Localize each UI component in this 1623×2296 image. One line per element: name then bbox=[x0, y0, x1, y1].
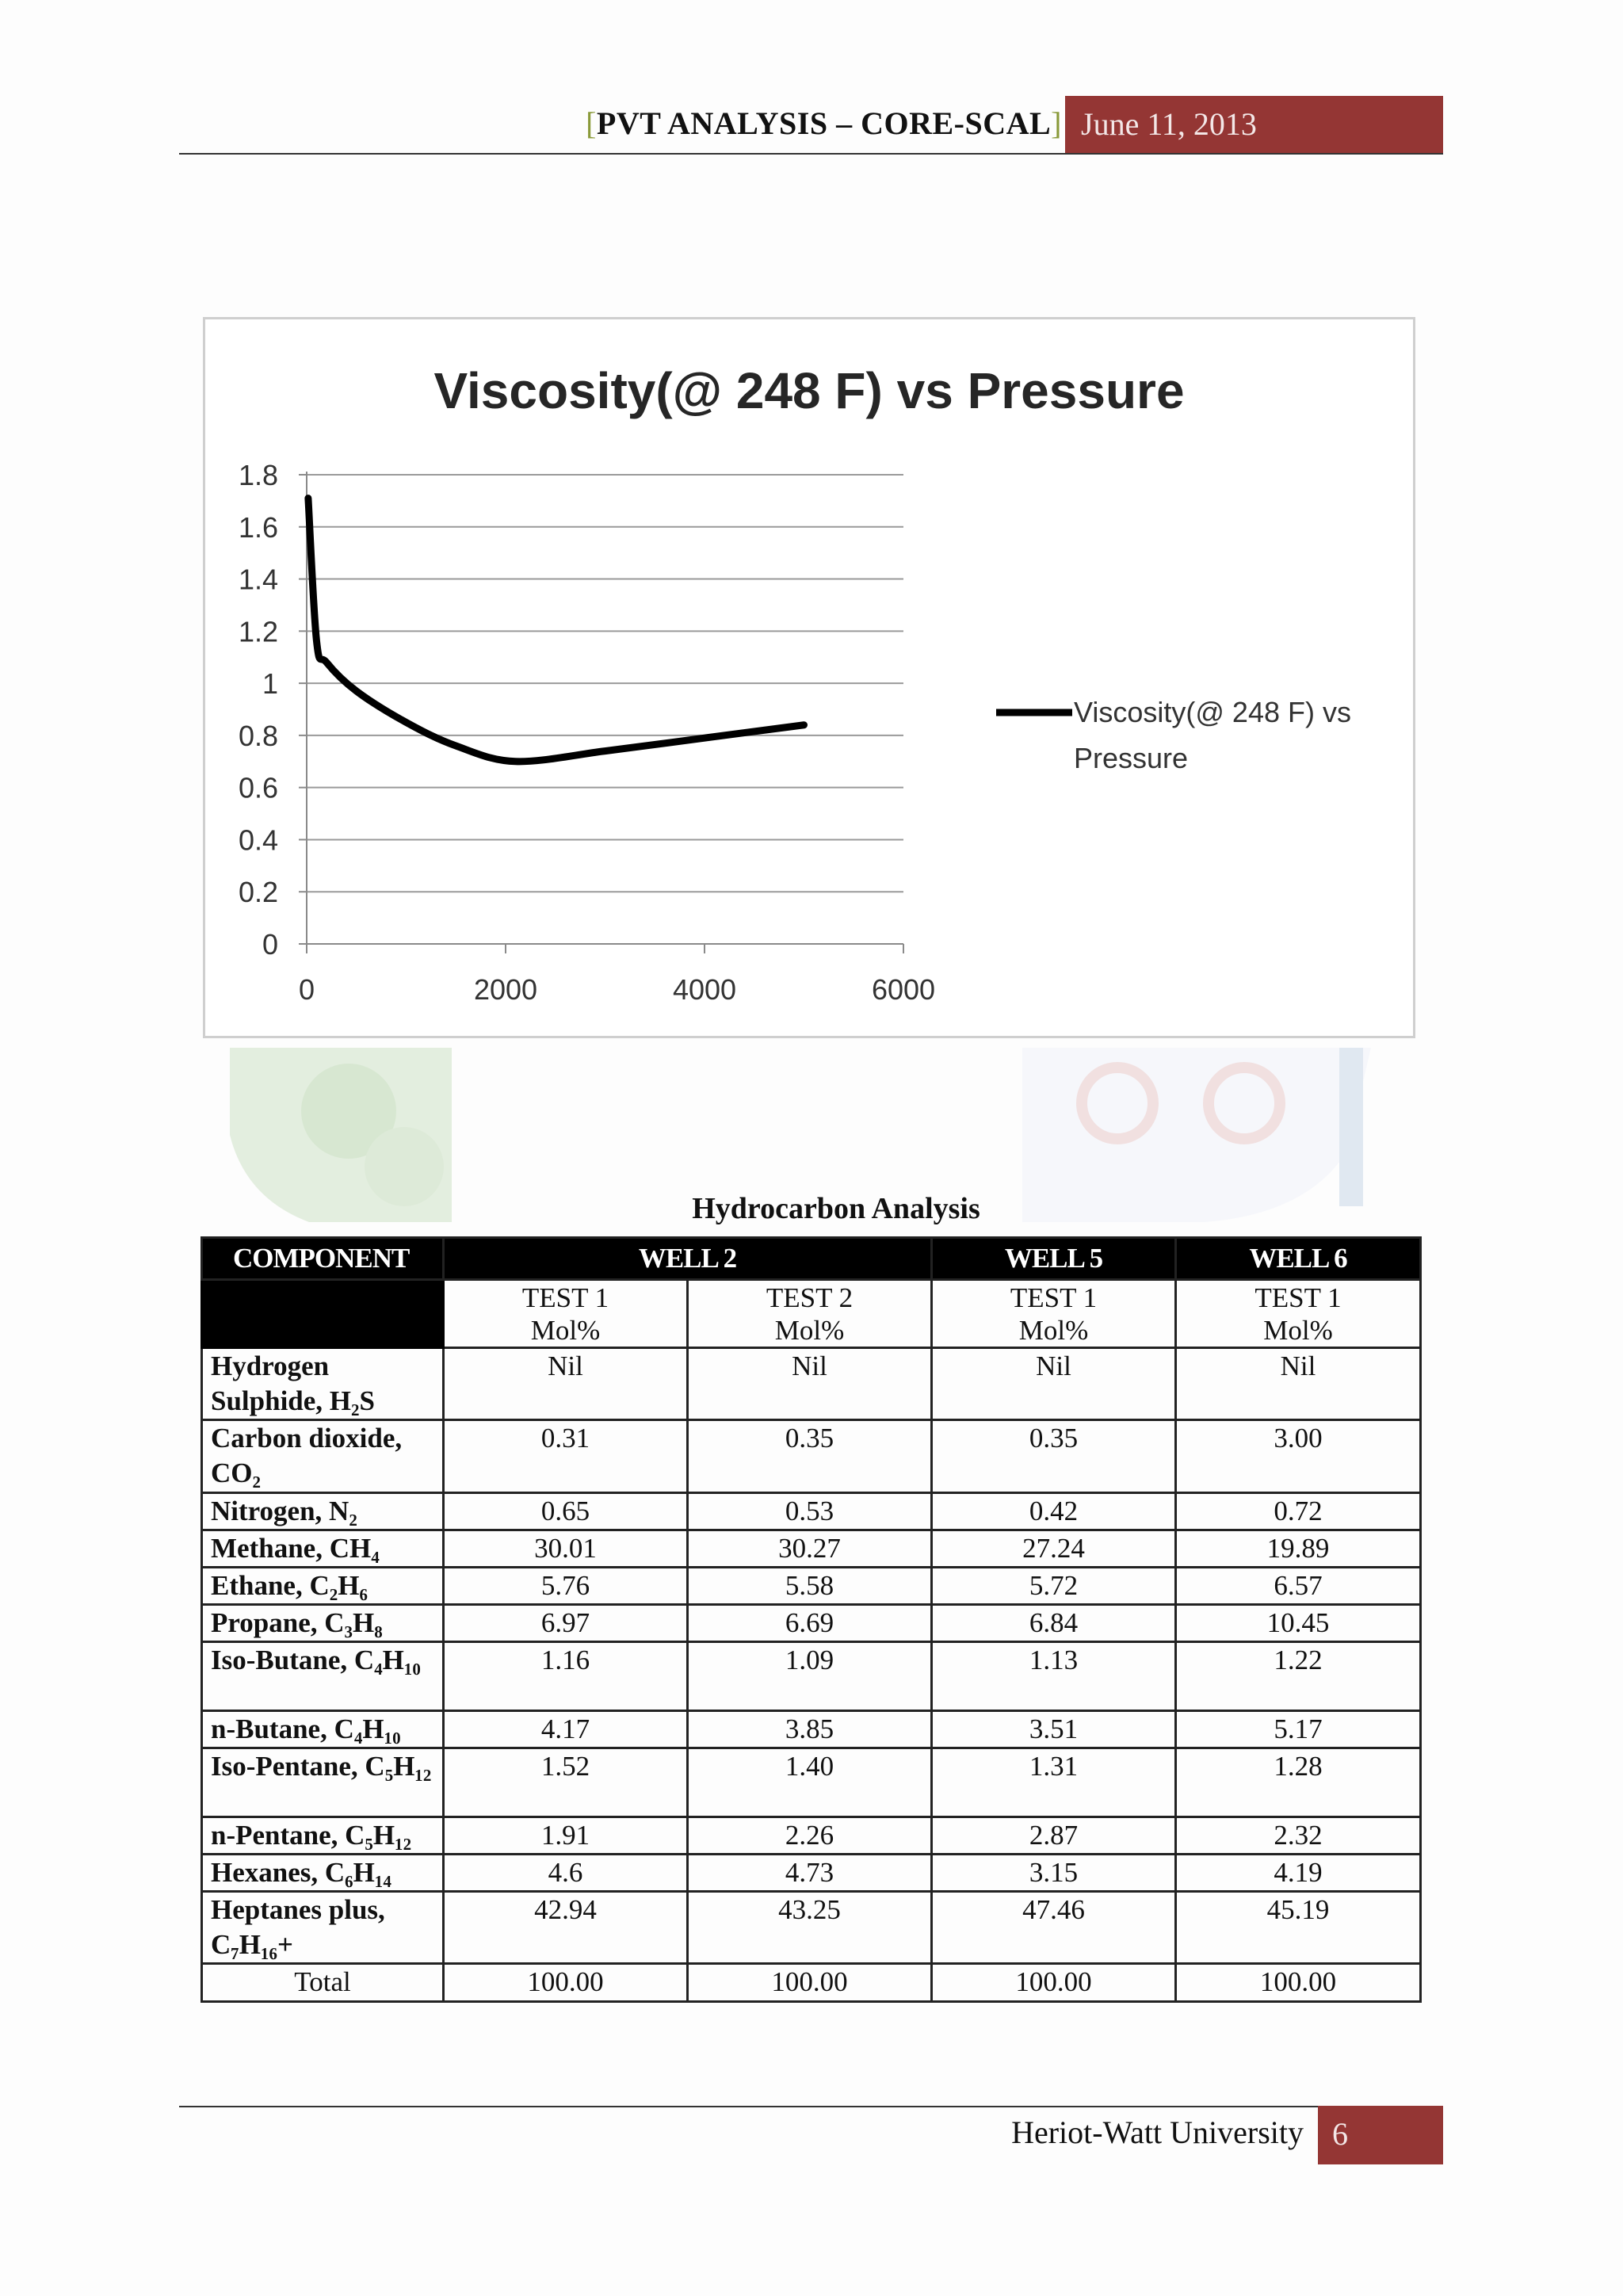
mol-percent-value: 2.32 bbox=[1176, 1817, 1421, 1855]
page-number: 6 bbox=[1318, 2106, 1443, 2164]
component-name: Nitrogen, N₂ bbox=[202, 1492, 444, 1530]
series-line bbox=[308, 499, 804, 762]
mol-percent-value: 19.89 bbox=[1176, 1530, 1421, 1567]
data-point bbox=[307, 498, 309, 499]
mol-percent-value: 0.53 bbox=[688, 1492, 932, 1530]
data-point bbox=[804, 724, 805, 726]
table-body bbox=[202, 1348, 1421, 1964]
table-row bbox=[202, 1710, 1421, 1748]
viscosity-chart bbox=[203, 317, 1415, 1038]
data-point bbox=[704, 737, 705, 739]
mol-percent-value: 6.84 bbox=[932, 1604, 1176, 1641]
data-point bbox=[406, 721, 407, 723]
mol-percent-value: 45.19 bbox=[1176, 1892, 1421, 1964]
test-header bbox=[688, 1280, 932, 1348]
mol-percent-value: 1.91 bbox=[444, 1817, 688, 1855]
test-label: TEST 2 bbox=[766, 1282, 854, 1313]
component-name: Hydrogen Sulphide, H₂S bbox=[202, 1348, 444, 1420]
header-date: June 11, 2013 bbox=[1065, 96, 1443, 155]
mol-percent-value: 0.31 bbox=[444, 1420, 688, 1492]
test-header bbox=[1176, 1280, 1421, 1348]
mol-percent-value: 1.40 bbox=[688, 1748, 932, 1817]
y-tick-label: 1.4 bbox=[238, 563, 278, 596]
mol-percent-value: 27.24 bbox=[932, 1530, 1176, 1567]
component-name: Ethane, C₂H₆ bbox=[202, 1567, 444, 1604]
mol-percent-value: 4.19 bbox=[1176, 1855, 1421, 1892]
table-row bbox=[202, 1604, 1421, 1641]
test-label: TEST 1 bbox=[521, 1282, 609, 1313]
mol-percent-value: 30.27 bbox=[688, 1530, 932, 1567]
footer-university: Heriot-Watt University bbox=[1011, 2115, 1304, 2150]
component-header-filler bbox=[202, 1280, 444, 1348]
mol-percent-value: 6.57 bbox=[1176, 1567, 1421, 1604]
hydrocarbon-analysis-table bbox=[200, 1236, 1422, 2003]
component-name: Carbon dioxide, CO₂ bbox=[202, 1420, 444, 1492]
y-tick-label: 1 bbox=[262, 667, 278, 701]
legend-label: Viscosity(@ 248 F) vs bbox=[1074, 696, 1351, 728]
mol-percent-value: 5.72 bbox=[932, 1567, 1176, 1604]
x-tick-label: 4000 bbox=[672, 973, 737, 1006]
x-tick-label: 2000 bbox=[473, 973, 538, 1006]
footer-rule bbox=[179, 2106, 1443, 2107]
test-label: TEST 1 bbox=[1254, 1282, 1342, 1313]
table-row bbox=[202, 1855, 1421, 1892]
total-value: 100.00 bbox=[444, 1964, 688, 2001]
legend-label: Pressure bbox=[1074, 742, 1189, 774]
table-header-row bbox=[202, 1238, 1421, 1280]
mol-percent-value: 0.42 bbox=[932, 1492, 1176, 1530]
mol-percent-value: 1.52 bbox=[444, 1748, 688, 1817]
mol-percent-value: 4.17 bbox=[444, 1710, 688, 1748]
mol-percent-value: 3.15 bbox=[932, 1855, 1176, 1892]
component-name: Iso-Pentane, C₅H₁₂ bbox=[202, 1748, 444, 1817]
table-row bbox=[202, 1892, 1421, 1964]
header-title-text: PVT ANALYSIS – CORE-SCAL bbox=[596, 105, 1052, 141]
data-point bbox=[605, 751, 606, 752]
header-bracket-open: [ bbox=[586, 105, 597, 141]
mol-percent-value: 0.35 bbox=[688, 1420, 932, 1492]
data-point bbox=[356, 690, 357, 692]
mol-percent-value: 2.26 bbox=[688, 1817, 932, 1855]
component-name: n-Pentane, C₅H₁₂ bbox=[202, 1817, 444, 1855]
test-header bbox=[932, 1280, 1176, 1348]
y-tick-label: 0.2 bbox=[238, 876, 278, 909]
component-name: Iso-Butane, C₄H₁₀ bbox=[202, 1641, 444, 1710]
mol-percent-value: 5.58 bbox=[688, 1567, 932, 1604]
mol-percent-value: 6.69 bbox=[688, 1604, 932, 1641]
mol-percent-value: 2.87 bbox=[932, 1817, 1176, 1855]
table-row bbox=[202, 1530, 1421, 1567]
mol-percent-value: 1.09 bbox=[688, 1641, 932, 1710]
mol-percent-value: 43.25 bbox=[688, 1892, 932, 1964]
table-row bbox=[202, 1641, 1421, 1710]
mol-percent-value: 0.65 bbox=[444, 1492, 688, 1530]
well-header: WELL 2 bbox=[444, 1238, 932, 1280]
header-rule bbox=[179, 153, 1443, 155]
chart-svg bbox=[205, 319, 1413, 1036]
data-point bbox=[316, 640, 318, 642]
mol-percent-value: 0.35 bbox=[932, 1420, 1176, 1492]
y-tick-label: 0.8 bbox=[238, 719, 278, 752]
data-point bbox=[515, 761, 517, 762]
mol-percent-value: Nil bbox=[688, 1348, 932, 1420]
component-name: Methane, CH₄ bbox=[202, 1530, 444, 1567]
mol-percent-value: 6.97 bbox=[444, 1604, 688, 1641]
mol-percent-value: 3.51 bbox=[932, 1710, 1176, 1748]
mol-percent-value: 42.94 bbox=[444, 1892, 688, 1964]
mol-percent-value: 1.31 bbox=[932, 1748, 1176, 1817]
mol-percent-value: 4.6 bbox=[444, 1855, 688, 1892]
y-tick-label: 0.6 bbox=[238, 771, 278, 804]
table-row bbox=[202, 1492, 1421, 1530]
test-label: TEST 1 bbox=[1010, 1282, 1098, 1313]
mol-percent-value: 5.17 bbox=[1176, 1710, 1421, 1748]
x-tick-label: 0 bbox=[298, 973, 315, 1006]
component-name: n-Butane, C₄H₁₀ bbox=[202, 1710, 444, 1748]
y-tick-label: 1.8 bbox=[238, 459, 278, 491]
mol-percent-value: 1.16 bbox=[444, 1641, 688, 1710]
mol-percent-value: 3.85 bbox=[688, 1710, 932, 1748]
mol-percent-value: 3.00 bbox=[1176, 1420, 1421, 1492]
mol-percent-value: 5.76 bbox=[444, 1567, 688, 1604]
mol-percent-value: 47.46 bbox=[932, 1892, 1176, 1964]
table-caption: Hydrocarbon Analysis bbox=[692, 1192, 980, 1225]
unit-label: Mol% bbox=[774, 1314, 845, 1346]
data-point bbox=[455, 745, 456, 747]
y-tick-label: 0.4 bbox=[238, 823, 278, 857]
chart-title: Viscosity(@ 248 F) vs Pressure bbox=[433, 362, 1185, 419]
table-row bbox=[202, 1748, 1421, 1817]
test-header bbox=[444, 1280, 688, 1348]
mol-percent-value: Nil bbox=[444, 1348, 688, 1420]
table-row bbox=[202, 1567, 1421, 1604]
table-row bbox=[202, 1817, 1421, 1855]
mol-percent-value: 1.13 bbox=[932, 1641, 1176, 1710]
table-row bbox=[202, 1348, 1421, 1420]
table-total-row bbox=[202, 1964, 1421, 2001]
y-tick-label: 0 bbox=[262, 928, 278, 961]
total-value: 100.00 bbox=[688, 1964, 932, 2001]
header-bracket-close: ] bbox=[1051, 105, 1062, 141]
component-header: COMPONENT bbox=[202, 1238, 444, 1280]
component-name: Propane, C₃H₈ bbox=[202, 1604, 444, 1641]
header-title bbox=[555, 105, 1062, 142]
unit-label: Mol% bbox=[530, 1314, 601, 1346]
component-name: Heptanes plus, C₇H₁₆+ bbox=[202, 1892, 444, 1964]
well-header: WELL 6 bbox=[1176, 1238, 1421, 1280]
x-tick-label: 6000 bbox=[871, 973, 936, 1006]
mol-percent-value: 1.28 bbox=[1176, 1748, 1421, 1817]
total-value: 100.00 bbox=[932, 1964, 1176, 2001]
table-subheader-row bbox=[202, 1280, 1421, 1348]
data-point bbox=[326, 662, 327, 663]
unit-label: Mol% bbox=[1018, 1314, 1089, 1346]
mol-percent-value: 30.01 bbox=[444, 1530, 688, 1567]
mol-percent-value: 4.73 bbox=[688, 1855, 932, 1892]
component-name: Hexanes, C₆H₁₄ bbox=[202, 1855, 444, 1892]
mol-percent-value: 1.22 bbox=[1176, 1641, 1421, 1710]
well-header: WELL 5 bbox=[932, 1238, 1176, 1280]
mol-percent-value: 10.45 bbox=[1176, 1604, 1421, 1641]
table-row bbox=[202, 1420, 1421, 1492]
y-tick-label: 1.6 bbox=[238, 510, 278, 544]
mol-percent-value: 0.72 bbox=[1176, 1492, 1421, 1530]
total-label: Total bbox=[202, 1964, 444, 2001]
mol-percent-value: Nil bbox=[1176, 1348, 1421, 1420]
mol-percent-value: Nil bbox=[932, 1348, 1176, 1420]
unit-label: Mol% bbox=[1263, 1314, 1333, 1346]
total-value: 100.00 bbox=[1176, 1964, 1421, 2001]
y-tick-label: 1.2 bbox=[238, 615, 278, 648]
